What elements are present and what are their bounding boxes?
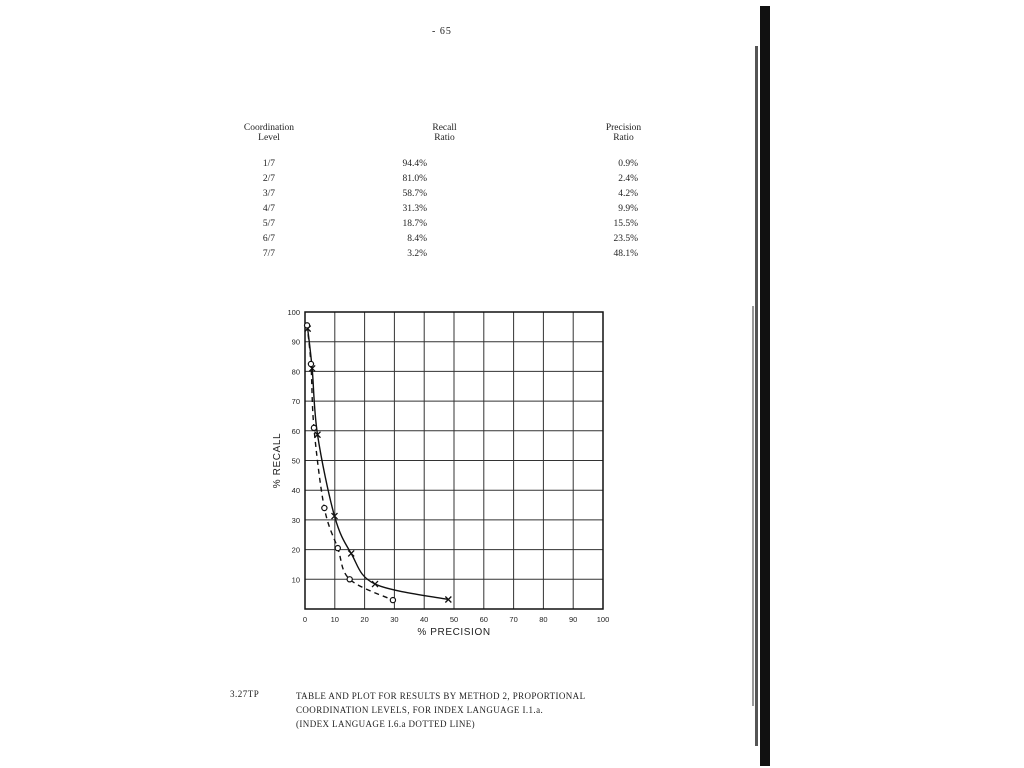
cell-recall: 31.3% — [402, 204, 427, 214]
y-tick-label: 40 — [291, 486, 300, 496]
y-tick-label: 10 — [291, 575, 300, 585]
figure-caption — [296, 689, 676, 731]
cell-precision: 23.5% — [613, 234, 638, 244]
x-tick-label: 30 — [390, 615, 399, 624]
header-level-line1: Coordination — [243, 123, 295, 133]
y-tick-label: 80 — [291, 367, 300, 377]
data-point-x-marker — [348, 550, 354, 556]
data-point-circle-marker — [311, 425, 316, 430]
cell-recall: 8.4% — [407, 234, 427, 244]
cell-recall: 81.0% — [402, 174, 427, 184]
cell-precision: 15.5% — [613, 219, 638, 229]
cell-recall: 94.4% — [402, 159, 427, 169]
cell-level: 7/7 — [262, 249, 276, 259]
x-tick-label: 40 — [420, 615, 429, 624]
x-tick-label: 90 — [569, 615, 578, 624]
cell-precision: 9.9% — [618, 204, 638, 214]
y-tick-label: 70 — [291, 397, 300, 407]
header-recall-line2: Ratio — [434, 133, 455, 143]
data-point-circle-marker — [322, 505, 327, 510]
data-point-circle-marker — [335, 546, 340, 551]
table-row — [238, 157, 658, 172]
recall-precision-chart — [260, 300, 630, 645]
figure-number: 3.27TP — [230, 689, 260, 699]
data-point-circle-marker — [304, 323, 309, 328]
chart-svg — [260, 300, 630, 645]
y-tick-label: 30 — [291, 515, 300, 525]
series-line-solid — [308, 329, 449, 600]
scanned-page-edge — [752, 6, 772, 766]
caption-line-2: COORDINATION LEVELS, FOR INDEX LANGUAGE I.1.a. — [296, 705, 544, 715]
y-tick-label: 20 — [291, 545, 300, 555]
header-recall-ratio — [300, 122, 589, 157]
x-tick-label: 10 — [330, 615, 339, 624]
caption-line-3: (INDEX LANGUAGE I.6.a DOTTED LINE) — [296, 719, 476, 729]
table-header-row — [238, 122, 658, 157]
x-tick-label: 70 — [509, 615, 518, 624]
x-tick-label: 20 — [360, 615, 369, 624]
header-precision-line2: Ratio — [613, 133, 634, 143]
x-tick-label: 100 — [596, 615, 610, 624]
cell-recall: 58.7% — [402, 189, 427, 199]
x-tick-label: 0 — [302, 615, 308, 624]
y-tick-label: 100 — [287, 308, 300, 317]
data-point-circle-marker — [347, 577, 352, 582]
cell-recall: 18.7% — [402, 219, 427, 229]
table-row — [238, 247, 658, 262]
table-row — [238, 172, 658, 187]
data-point-circle-marker — [390, 597, 395, 602]
header-precision-ratio — [589, 122, 658, 157]
cell-precision: 48.1% — [613, 249, 638, 259]
cell-precision: 2.4% — [618, 174, 638, 184]
cell-recall: 3.2% — [407, 249, 427, 259]
data-point-circle-marker — [308, 361, 313, 366]
x-axis-label: % PRECISION — [417, 627, 491, 638]
series-line-dotted — [307, 325, 393, 600]
header-precision-line1: Precision — [605, 123, 642, 133]
cell-level: 2/7 — [262, 174, 276, 184]
page-number: - 65 — [432, 26, 452, 37]
table-row — [238, 217, 658, 232]
y-axis-label: % RECALL — [272, 432, 283, 489]
data-point-x-marker — [372, 581, 378, 587]
header-level-line2: Level — [258, 133, 280, 143]
cell-level: 4/7 — [262, 204, 276, 214]
cell-precision: 0.9% — [618, 159, 638, 169]
y-tick-label: 60 — [291, 426, 300, 436]
x-tick-label: 50 — [449, 615, 459, 624]
caption-line-1: TABLE AND PLOT FOR RESULTS BY METHOD 2, PROPORTIONAL — [296, 691, 586, 701]
y-tick-label: 50 — [291, 456, 300, 466]
x-tick-label: 80 — [539, 615, 548, 624]
cell-level: 5/7 — [262, 219, 276, 229]
x-tick-label: 60 — [479, 615, 488, 624]
cell-level: 6/7 — [262, 234, 276, 244]
header-recall-line1: Recall — [432, 123, 457, 133]
cell-precision: 4.2% — [618, 189, 638, 199]
table-row — [238, 202, 658, 217]
header-coordination-level — [238, 122, 300, 157]
table-row — [238, 187, 658, 202]
cell-level: 1/7 — [262, 159, 276, 169]
table-row — [238, 232, 658, 247]
y-tick-label: 90 — [291, 337, 300, 347]
cell-level: 3/7 — [262, 189, 276, 199]
results-table — [238, 122, 658, 262]
